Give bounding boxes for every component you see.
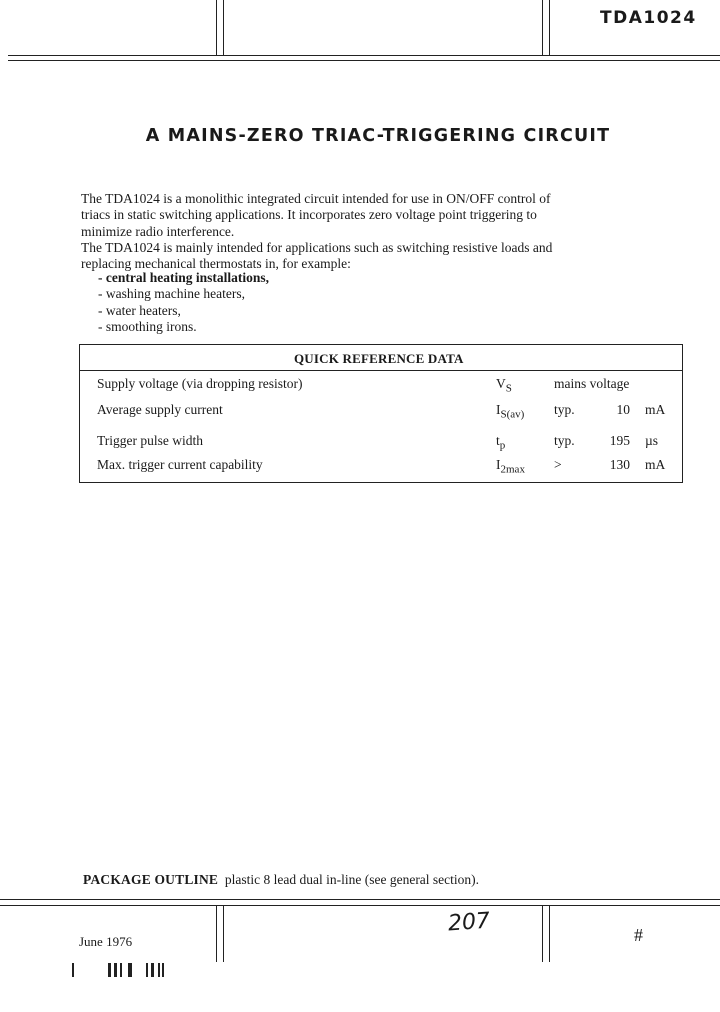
header-divider: [542, 0, 543, 55]
header-top-rule-2: [8, 55, 720, 56]
list-item: - central heating installations,: [98, 270, 269, 285]
table-row: [80, 457, 682, 477]
row-symbol: $I_{2max}$: [496, 457, 525, 476]
row-value: 195: [609, 433, 630, 448]
intro-line: minimize radio interference.: [81, 223, 235, 239]
footer-rule: [0, 905, 720, 906]
intro-line: triacs in static switching applications. It incorporates zero voltage point triggering to: [81, 207, 537, 223]
footer-divider: [542, 905, 543, 962]
list-item: - smoothing irons.: [98, 318, 197, 334]
footer-divider: [216, 905, 217, 962]
row-symbol: $I_{S(av)}$: [496, 402, 525, 421]
list-item: - washing machine heaters,: [98, 286, 245, 302]
header-divider: [223, 0, 224, 55]
row-unit: mA: [645, 402, 666, 417]
row-label: Average supply current: [97, 402, 223, 417]
row-unit: mA: [645, 457, 666, 472]
applications-list: [98, 270, 269, 335]
row-symbol: $t_p$: [496, 433, 506, 452]
intro-paragraph: [81, 191, 673, 272]
table-row: [80, 376, 682, 396]
header-divider: [216, 0, 217, 55]
publication-date: June 1976: [79, 934, 133, 949]
footer-divider: [223, 905, 224, 962]
part-number: TDA1024: [600, 8, 697, 28]
row-condition: mains voltage: [554, 376, 630, 391]
intro-line: The TDA1024 is mainly intended for applications such as switching resistive loads and: [81, 239, 553, 255]
table-row: [80, 433, 682, 453]
row-label: Max. trigger current capability: [97, 457, 263, 472]
row-label: Supply voltage (via dropping resistor): [97, 376, 303, 391]
intro-line: The TDA1024 is a monolithic integrated circuit intended for use in ON/OFF control of: [81, 191, 551, 206]
list-item: - water heaters,: [98, 302, 181, 318]
package-outline: [83, 872, 479, 888]
package-outline-label: PACKAGE OUTLINE: [83, 872, 219, 887]
quick-reference-table: [79, 344, 683, 483]
row-value: 130: [609, 457, 630, 472]
row-unit: µs: [645, 433, 659, 448]
row-condition: typ.: [554, 433, 575, 448]
header-top-rule: [8, 60, 720, 61]
row-label: Trigger pulse width: [97, 433, 204, 448]
footer-rule: [0, 899, 720, 900]
intro-line: replacing mechanical thermostats in, for example:: [81, 256, 351, 272]
page-title: A MAINS-ZERO TRIAC-TRIGGERING CIRCUIT: [145, 126, 611, 146]
header-divider: [549, 0, 550, 55]
table-header: [80, 345, 682, 371]
table-title: QUICK REFERENCE DATA: [294, 351, 464, 366]
page-number: 207: [447, 908, 491, 937]
stamp-mark: #: [634, 925, 643, 945]
row-value: 10: [616, 402, 630, 417]
footer-divider: [549, 905, 550, 962]
row-condition: >: [554, 457, 562, 472]
package-outline-text: plastic 8 lead dual in-line (see general section).: [224, 872, 480, 887]
row-symbol: $V_S$: [496, 376, 512, 395]
table-row: [80, 402, 682, 422]
row-condition: typ.: [554, 402, 575, 417]
